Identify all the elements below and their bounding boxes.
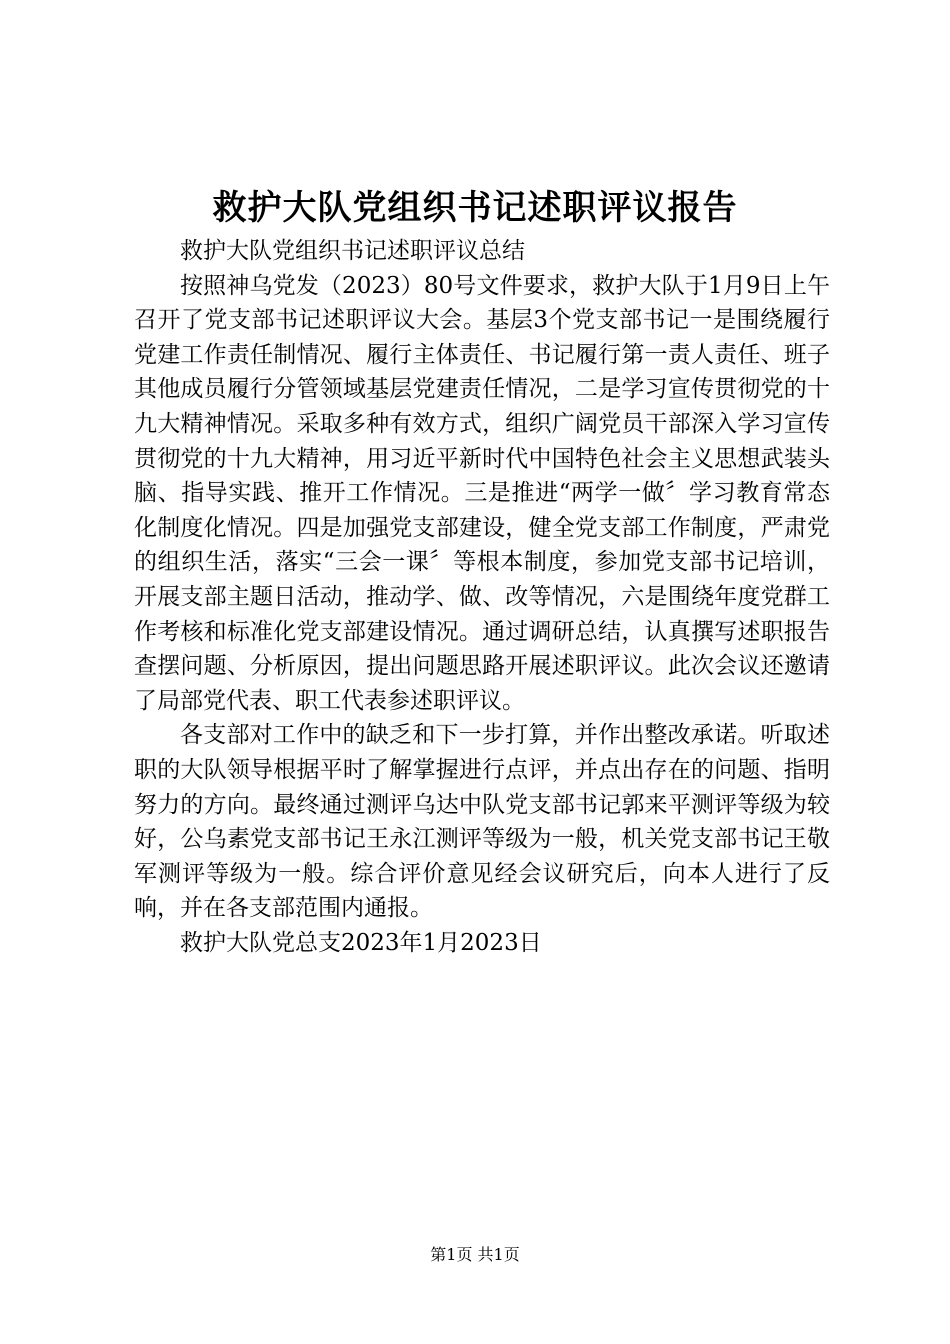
paragraph-meeting: 按照神乌党发（2023）80号文件要求，救护大队于1月9日上午召开了党支部书记述职评议大会。基层3个党支部书记一是围绕履行党建工作责任制情况、履行主体责任、书记履行第一责人责任、班子其他成员履行分管领域基层党建责任情况，二是学习宣传贯彻党的十九大精神情况。采取多种有效方式，组织广阔党员干部深入学习宣传贯彻党的十九大精神，用习近平新时代中国特色社会主义思想武装头脑、指导实践、推开工作情况。三是推进“两学一做〞学习教育常态化制度化情况。四是加强党支部建设，健全党支部工作制度，严肃党的组织生活，落实“三会一课〞等根本制度，参加党支部书记培训，开展支部主题日活动，推动学、做、改等情况，六是围绕年度党群工作考核和标准化党支部建设情况。通过调研总结，认真撰写述职报告查摆问题、分析原因，提出问题思路开展述职评议。此次会议还邀请了局部党代表、职工代表参述职评议。 bbox=[134, 272, 830, 714]
page-number: 第1页 共1页 bbox=[430, 1245, 520, 1264]
document-title: 救护大队党组织书记述职评议报告 bbox=[212, 188, 738, 228]
paragraph-evaluation: 各支部对工作中的缺乏和下一步打算，并作出整改承诺。听取述职的大队领导根据平时了解掌握进行点评，并点出存在的问题、指明努力的方向。最终通过测评乌达中队党支部书记郭来平测评等级为较好，公乌素党支部书记王永江测评等级为一般，机关党支部书记王敬军测评等级为一般。综合评价意见经会议研究后，向本人进行了反响，并在各支部范围内通报。 bbox=[134, 722, 830, 922]
document-body bbox=[134, 234, 830, 960]
summary-heading: 救护大队党组织书记述职评议总结 bbox=[180, 238, 525, 264]
signature-line: 救护大队党总支2023年1月2023日 bbox=[180, 929, 542, 956]
